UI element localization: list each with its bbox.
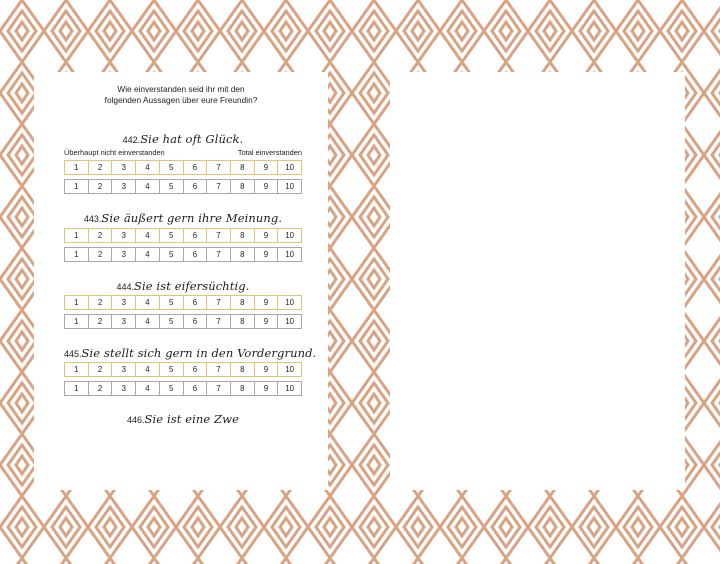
rating-cell-9[interactable]: 9 [254,314,279,329]
rating-row-gray [64,247,302,262]
question-445 [64,344,317,362]
rating-cell-8[interactable]: 8 [230,247,255,262]
question-text: Sie ist eifersüchtig. [134,279,250,293]
rating-cell-10[interactable]: 10 [277,381,302,396]
rating-cell-5[interactable]: 5 [159,295,184,310]
rating-row-gold [64,160,302,175]
rating-cell-3[interactable]: 3 [111,247,136,262]
rating-cell-3[interactable]: 3 [111,228,136,243]
rating-cell-6[interactable]: 6 [183,179,208,194]
rating-cell-4[interactable]: 4 [135,247,160,262]
rating-cell-3[interactable]: 3 [111,160,136,175]
rating-cell-3[interactable]: 3 [111,295,136,310]
rating-cell-4[interactable]: 4 [135,381,160,396]
question-446 [64,410,302,428]
rating-cell-10[interactable]: 10 [277,160,302,175]
rating-row-gold [64,362,302,377]
rating-cell-8[interactable]: 8 [230,228,255,243]
rating-cell-9[interactable]: 9 [254,247,279,262]
question-444 [64,277,302,295]
rating-cell-7[interactable]: 7 [206,179,231,194]
rating-cell-10[interactable]: 10 [277,247,302,262]
intro-line-1: Wie einverstanden seid ihr mit den [117,84,245,94]
rating-cell-5[interactable]: 5 [159,228,184,243]
rating-row-gray [64,381,302,396]
rating-cell-2[interactable]: 2 [88,247,113,262]
rating-cell-7[interactable]: 7 [206,381,231,396]
rating-cell-5[interactable]: 5 [159,314,184,329]
scale-label-left: Überhaupt nicht einverstanden [64,148,165,157]
question-text: Sie hat oft Glück. [140,132,244,146]
question-number: 445. [64,349,82,359]
left-page [34,72,328,490]
scale-label-right: Total einverstanden [237,148,302,157]
question-442 [64,130,302,148]
rating-cell-1[interactable]: 1 [64,228,89,243]
rating-cell-7[interactable]: 7 [206,160,231,175]
rating-cell-1[interactable]: 1 [64,314,89,329]
rating-cell-8[interactable]: 8 [230,381,255,396]
right-page-blank [390,72,685,490]
rating-cell-1[interactable]: 1 [64,362,89,377]
rating-cell-10[interactable]: 10 [277,314,302,329]
rating-cell-6[interactable]: 6 [183,228,208,243]
rating-cell-3[interactable]: 3 [111,362,136,377]
rating-cell-7[interactable]: 7 [206,228,231,243]
rating-cell-8[interactable]: 8 [230,160,255,175]
rating-cell-9[interactable]: 9 [254,295,279,310]
rating-cell-6[interactable]: 6 [183,314,208,329]
rating-cell-6[interactable]: 6 [183,295,208,310]
rating-cell-4[interactable]: 4 [135,314,160,329]
rating-cell-8[interactable]: 8 [230,295,255,310]
rating-cell-3[interactable]: 3 [111,381,136,396]
rating-cell-6[interactable]: 6 [183,247,208,262]
rating-cell-5[interactable]: 5 [159,160,184,175]
rating-cell-10[interactable]: 10 [277,362,302,377]
rating-cell-2[interactable]: 2 [88,295,113,310]
rating-cell-1[interactable]: 1 [64,295,89,310]
rating-cell-6[interactable]: 6 [183,160,208,175]
rating-cell-4[interactable]: 4 [135,179,160,194]
rating-row-gray [64,179,302,194]
rating-cell-6[interactable]: 6 [183,362,208,377]
rating-cell-2[interactable]: 2 [88,381,113,396]
rating-row-gold [64,295,302,310]
rating-cell-9[interactable]: 9 [254,160,279,175]
rating-cell-10[interactable]: 10 [277,179,302,194]
rating-cell-1[interactable]: 1 [64,160,89,175]
rating-cell-8[interactable]: 8 [230,362,255,377]
rating-cell-9[interactable]: 9 [254,362,279,377]
rating-cell-8[interactable]: 8 [230,179,255,194]
question-number: 444. [116,282,135,292]
rating-row-gray [64,314,302,329]
rating-cell-7[interactable]: 7 [206,362,231,377]
rating-cell-5[interactable]: 5 [159,362,184,377]
rating-cell-2[interactable]: 2 [88,228,113,243]
question-text: Sie ist eine Zwe [144,412,239,426]
rating-cell-7[interactable]: 7 [206,247,231,262]
intro-line-2: folgenden Aussagen über eure Freundin? [104,95,258,105]
rating-cell-4[interactable]: 4 [135,228,160,243]
rating-cell-1[interactable]: 1 [64,179,89,194]
rating-cell-5[interactable]: 5 [159,381,184,396]
rating-cell-8[interactable]: 8 [230,314,255,329]
rating-cell-3[interactable]: 3 [111,179,136,194]
intro-text [34,84,328,106]
rating-cell-6[interactable]: 6 [183,381,208,396]
rating-cell-4[interactable]: 4 [135,295,160,310]
rating-cell-2[interactable]: 2 [88,362,113,377]
rating-cell-9[interactable]: 9 [254,179,279,194]
question-number: 446. [127,415,145,425]
rating-cell-5[interactable]: 5 [159,247,184,262]
rating-cell-2[interactable]: 2 [88,160,113,175]
rating-cell-1[interactable]: 1 [64,381,89,396]
rating-row-gold [64,228,302,243]
question-number: 442. [122,135,141,145]
rating-cell-9[interactable]: 9 [254,381,279,396]
rating-cell-9[interactable]: 9 [254,228,279,243]
rating-cell-10[interactable]: 10 [277,228,302,243]
rating-cell-2[interactable]: 2 [88,314,113,329]
rating-cell-7[interactable]: 7 [206,314,231,329]
rating-cell-7[interactable]: 7 [206,295,231,310]
question-text: Sie äußert gern ihre Meinung. [101,211,283,225]
rating-cell-2[interactable]: 2 [88,179,113,194]
question-number: 443. [83,214,102,224]
rating-cell-3[interactable]: 3 [111,314,136,329]
rating-cell-4[interactable]: 4 [135,160,160,175]
question-text: Sie stellt sich gern in den Vordergrund. [81,346,317,360]
rating-cell-1[interactable]: 1 [64,247,89,262]
question-443 [64,209,302,227]
rating-cell-5[interactable]: 5 [159,179,184,194]
rating-cell-10[interactable]: 10 [277,295,302,310]
rating-cell-4[interactable]: 4 [135,362,160,377]
